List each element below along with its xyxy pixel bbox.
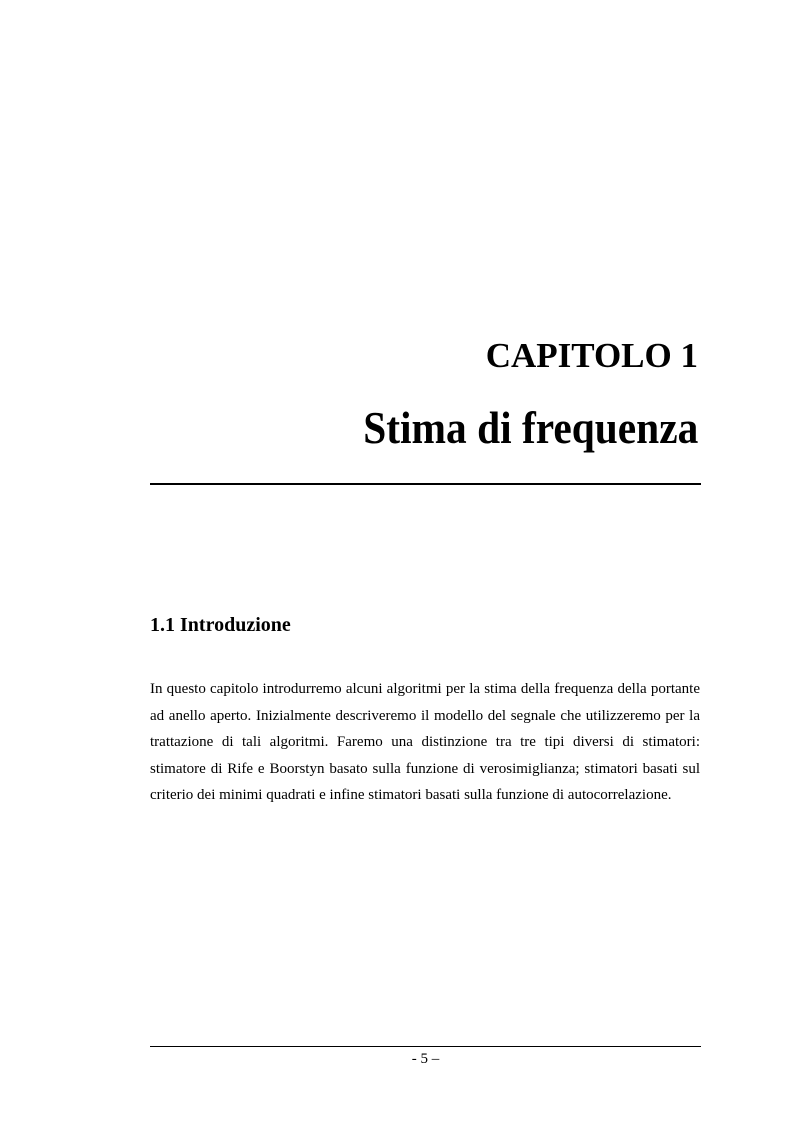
chapter-title: Stima di frequenza bbox=[362, 402, 698, 453]
page-number: - 5 – bbox=[411, 1051, 440, 1067]
footer-divider bbox=[150, 1046, 701, 1047]
title-divider bbox=[150, 483, 701, 485]
section-heading: 1.1 Introduzione bbox=[150, 614, 291, 636]
chapter-label: CAPITOLO 1 bbox=[485, 336, 698, 375]
body-paragraph: In questo capitolo introdurremo alcuni algoritmi per la stima della frequenza della portante ad anello aperto. Inizialmente descriveremo il modello del segnale che utilizzeremo per la trattazione di tali algoritmi. Faremo una distinzione tra tre tipi diversi di stimatori: stimatore di Rife e Boorstyn basato sulla funzione di verosimiglianza; stimatori basati sul criterio dei minimi quadrati e infine stimatori basati sulla funzione di autocorrelazione. bbox=[150, 681, 700, 803]
